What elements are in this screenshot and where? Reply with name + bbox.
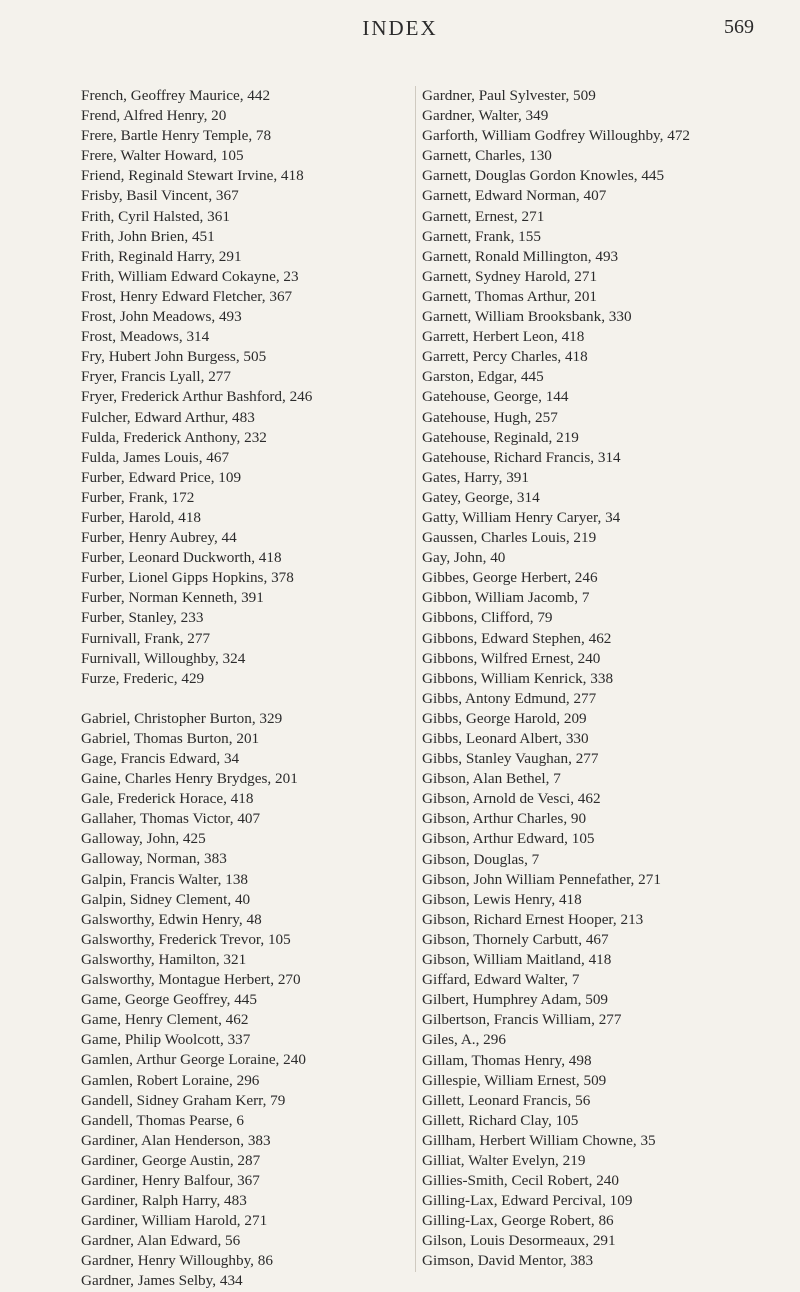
index-entry: Galsworthy, Hamilton, 321	[81, 950, 247, 968]
index-entry: Frith, Reginald Harry, 291	[81, 247, 242, 265]
index-entry: Gibbons, Edward Stephen, 462	[422, 629, 612, 647]
index-entry: Fulcher, Edward Arthur, 483	[81, 408, 255, 426]
index-entry: Gatehouse, Richard Francis, 314	[422, 448, 621, 466]
index-entry: Gillett, Richard Clay, 105	[422, 1111, 579, 1129]
index-entry: Gimson, David Mentor, 383	[422, 1252, 594, 1270]
index-entry: Garnett, Thomas Arthur, 201	[422, 287, 598, 305]
index-entry: Garnett, Charles, 130	[422, 147, 552, 165]
index-entry: Gardiner, Henry Balfour, 367	[81, 1171, 260, 1189]
index-entry: Gibbs, Stanley Vaughan, 277	[422, 750, 599, 768]
index-entry: Gabriel, Thomas Burton, 201	[81, 729, 260, 747]
index-entry: Frith, William Edward Cokayne, 23	[81, 267, 299, 285]
index-entry: Gardiner, William Harold, 271	[81, 1212, 268, 1230]
index-entry: Garnett, Sydney Harold, 271	[422, 267, 598, 285]
index-entry: Gardiner, Ralph Harry, 483	[81, 1192, 247, 1210]
index-entry: Giles, A., 296	[422, 1031, 506, 1049]
index-entry: Gibson, Arthur Charles, 90	[422, 810, 587, 828]
index-entry: Gibson, Richard Ernest Hooper, 213	[422, 910, 644, 928]
index-entry: Gale, Frederick Horace, 418	[81, 790, 254, 808]
index-entry: Gardner, James Selby, 434	[81, 1272, 243, 1290]
index-entry: Gibson, William Maitland, 418	[422, 951, 612, 969]
index-entry: Gatey, George, 314	[422, 488, 540, 506]
index-entry: Giffard, Edward Walter, 7	[422, 971, 580, 989]
index-entry: Gardiner, George Austin, 287	[81, 1151, 261, 1169]
index-entry: Gatehouse, Reginald, 219	[422, 428, 579, 446]
index-entry: Garnett, Frank, 155	[422, 227, 541, 245]
index-entry: Furber, Henry Aubrey, 44	[81, 529, 237, 547]
index-entry: Fulda, James Louis, 467	[81, 448, 230, 466]
index-entry: Fulda, Frederick Anthony, 232	[81, 428, 267, 446]
index-entry: Gilbertson, Francis William, 277	[422, 1011, 622, 1029]
index-entry: Furber, Lionel Gipps Hopkins, 378	[81, 569, 294, 587]
index-entry: Gilson, Louis Desormeaux, 291	[422, 1232, 616, 1250]
index-entry: Gibbons, Wilfred Ernest, 240	[422, 649, 601, 667]
index-entry: Garston, Edgar, 445	[422, 368, 544, 386]
index-entry: Frost, Meadows, 314	[81, 328, 210, 346]
index-entry: Gardiner, Alan Henderson, 383	[81, 1131, 271, 1149]
index-entry: Gibbs, Leonard Albert, 330	[422, 730, 589, 747]
index-entry: Garforth, William Godfrey Willoughby, 472	[422, 127, 691, 145]
page-header	[0, 16, 800, 46]
index-entry: Gibson, Arnold de Vesci, 462	[422, 790, 601, 808]
index-entry: Furber, Frank, 172	[81, 488, 195, 506]
index-entry: Galpin, Francis Walter, 138	[81, 870, 249, 888]
index-entry: Gibson, Arthur Edward, 105	[422, 830, 595, 848]
index-entry: Gilbert, Humphrey Adam, 509	[422, 991, 609, 1009]
index-entry: Gaine, Charles Henry Brydges, 201	[81, 770, 298, 788]
index-entry: Furze, Frederic, 429	[81, 669, 205, 687]
index-entry: Gibson, Lewis Henry, 418	[422, 890, 582, 908]
index-entry: Gillespie, William Ernest, 509	[422, 1071, 607, 1089]
index-entry: Gibson, Douglas, 7	[422, 850, 540, 868]
index-entry: Gibbs, George Harold, 209	[422, 709, 587, 727]
index-entry: Friend, Reginald Stewart Irvine, 418	[81, 167, 304, 185]
index-column-right	[415, 86, 797, 1272]
index-entry: Furnivall, Willoughby, 324	[81, 649, 246, 667]
index-entry: Gandell, Thomas Pearse, 6	[81, 1111, 244, 1129]
index-entry: Furber, Stanley, 233	[81, 609, 204, 627]
index-entry: Garnett, Ernest, 271	[422, 207, 545, 225]
index-entry: Gillham, Herbert William Chowne, 35	[422, 1131, 656, 1149]
index-entry: Furber, Leonard Duckworth, 418	[81, 549, 282, 567]
index-entry: Game, George Geoffrey, 445	[81, 991, 257, 1009]
index-group-g	[81, 709, 401, 1292]
index-entry: Gage, Francis Edward, 34	[81, 750, 240, 767]
index-entry: Garrett, Herbert Leon, 418	[422, 328, 585, 346]
index-entry: Garnett, Ronald Millington, 493	[422, 247, 619, 265]
index-entry: Furber, Edward Price, 109	[81, 468, 242, 486]
index-entry: Gardner, Paul Sylvester, 509	[422, 87, 596, 104]
index-entry: Furnivall, Frank, 277	[81, 629, 211, 647]
index-entry: Garnett, Douglas Gordon Knowles, 445	[422, 167, 665, 185]
index-entry: Gillett, Leonard Francis, 56	[422, 1091, 591, 1109]
index-entry: Galpin, Sidney Clement, 40	[81, 890, 251, 908]
index-column-left	[81, 86, 401, 1292]
index-entry: Game, Philip Woolcott, 337	[81, 1031, 251, 1049]
index-group-g-continued	[422, 86, 797, 1272]
index-entry: Fryer, Francis Lyall, 277	[81, 368, 231, 386]
index-entry: Garrett, Percy Charles, 418	[422, 348, 588, 366]
index-entry: Frith, Cyril Halsted, 361	[81, 207, 230, 225]
index-entry: Frere, Bartle Henry Temple, 78	[81, 127, 272, 145]
index-entry: Gardner, Alan Edward, 56	[81, 1232, 241, 1250]
index-entry: Gibbs, Antony Edmund, 277	[422, 689, 597, 707]
index-entry: Garnett, William Brooksbank, 330	[422, 308, 632, 326]
index-entry: Galloway, John, 425	[81, 830, 206, 848]
index-entry: Gay, John, 40	[422, 549, 506, 567]
index-entry: Gamlen, Robert Loraine, 296	[81, 1071, 260, 1089]
index-entry: Gillies-Smith, Cecil Robert, 240	[422, 1172, 619, 1190]
index-entry: Gibbes, George Herbert, 246	[422, 569, 598, 587]
index-entry: Frost, Henry Edward Fletcher, 367	[81, 287, 293, 305]
index-entry: Gardner, Walter, 349	[422, 107, 549, 125]
index-entry: Gilliat, Walter Evelyn, 219	[422, 1151, 586, 1169]
index-entry: French, Geoffrey Maurice, 442	[81, 87, 271, 104]
index-entry: Galsworthy, Edwin Henry, 48	[81, 910, 262, 928]
index-entry: Frith, John Brien, 451	[81, 227, 215, 245]
index-entry: Game, Henry Clement, 462	[81, 1011, 249, 1029]
index-entry: Gates, Harry, 391	[422, 468, 529, 486]
index-entry: Gabriel, Christopher Burton, 329	[81, 709, 283, 727]
group-spacer	[81, 689, 401, 709]
index-entry: Gandell, Sidney Graham Kerr, 79	[81, 1091, 286, 1109]
index-entry: Gilling-Lax, George Robert, 86	[422, 1212, 614, 1230]
index-entry: Gibbon, William Jacomb, 7	[422, 589, 590, 607]
index-entry: Galsworthy, Montague Herbert, 270	[81, 971, 301, 989]
index-entry: Gibson, Alan Bethel, 7	[422, 770, 561, 788]
index-entry: Gamlen, Arthur George Loraine, 240	[81, 1051, 306, 1069]
index-entry: Frere, Walter Howard, 105	[81, 147, 244, 165]
index-entry: Galsworthy, Frederick Trevor, 105	[81, 930, 291, 948]
index-entry: Gatty, William Henry Caryer, 34	[422, 508, 621, 526]
page-number: 569	[724, 16, 754, 38]
index-group-f	[81, 86, 401, 689]
index-entry: Gibbons, Clifford, 79	[422, 609, 553, 627]
index-entry: Gatehouse, Hugh, 257	[422, 408, 558, 426]
index-entry: Gibson, Thornely Carbutt, 467	[422, 930, 609, 948]
index-entry: Garnett, Edward Norman, 407	[422, 187, 607, 205]
index-entry: Frost, John Meadows, 493	[81, 308, 242, 326]
index-entry: Gillam, Thomas Henry, 498	[422, 1051, 592, 1069]
index-entry: Gatehouse, George, 144	[422, 388, 569, 406]
index-entry: Gilling-Lax, Edward Percival, 109	[422, 1192, 633, 1210]
index-entry: Fryer, Frederick Arthur Bashford, 246	[81, 388, 313, 406]
index-entry: Frend, Alfred Henry, 20	[81, 107, 227, 125]
index-entry: Furber, Norman Kenneth, 391	[81, 589, 264, 607]
index-entry: Gibbons, William Kenrick, 338	[422, 669, 614, 687]
index-entry: Gallaher, Thomas Victor, 407	[81, 810, 261, 828]
index-entry: Furber, Harold, 418	[81, 508, 202, 526]
page-title: INDEX	[362, 16, 438, 40]
index-entry: Galloway, Norman, 383	[81, 850, 227, 868]
index-entry: Frisby, Basil Vincent, 367	[81, 187, 239, 205]
index-entry: Fry, Hubert John Burgess, 505	[81, 348, 267, 366]
index-entry: Gardner, Henry Willoughby, 86	[81, 1252, 273, 1270]
index-entry: Gaussen, Charles Louis, 219	[422, 529, 597, 547]
index-entry: Gibson, John William Pennefather, 271	[422, 870, 661, 888]
